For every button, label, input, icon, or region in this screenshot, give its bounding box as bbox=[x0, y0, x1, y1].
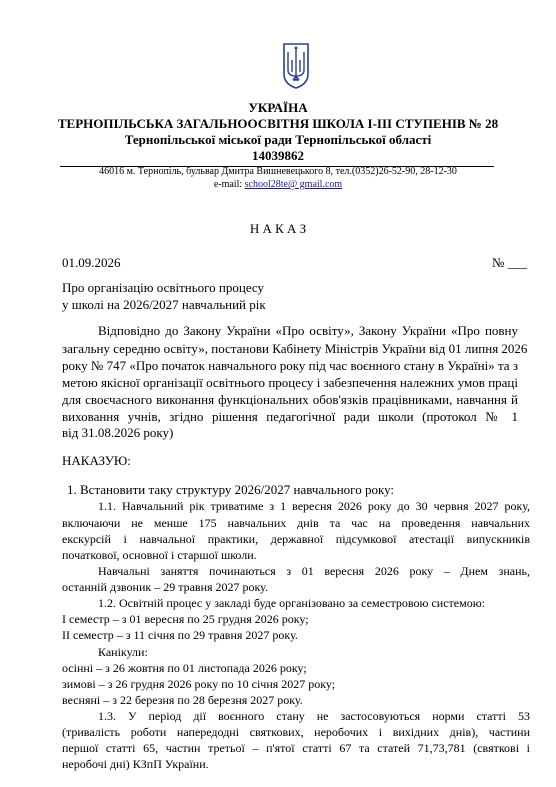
doc-number: № ___ bbox=[492, 255, 528, 270]
item-1-1-line: початкової, основної і старшої школи. bbox=[62, 548, 257, 562]
item-1: 1. Встановити таку структуру 2026/2027 навчального року: bbox=[67, 482, 395, 497]
council-name: Тернопільської міської ради Тернопільської області bbox=[124, 132, 432, 147]
holiday-line: зимові – з 26 грудня 2026 року по 10 січня 2027 року; bbox=[62, 677, 336, 691]
email-label: e-mail: bbox=[213, 179, 245, 190]
item-1-2: 1.2. Освітній процес у закладі буде організовано за семестровою системою: bbox=[98, 596, 485, 610]
school-code: 14039862 bbox=[252, 148, 304, 163]
holiday-line: осінні – з 26 жовтня по 01 листопада 2026 року; bbox=[62, 661, 307, 675]
preamble-line: для своєчасного виконання функціональних обов'язків працівниками, навчання й bbox=[62, 392, 518, 407]
coat-of-arms-icon bbox=[282, 42, 310, 90]
classes-line: Навчальні заняття починаються з 01 вересня 2026 року – Днем знань, bbox=[98, 564, 530, 578]
preamble-line: року № 747 «Про початок навчального року під час воєнного стану в Україні» та з bbox=[62, 358, 518, 373]
preamble-line: Відповідно до Закону України «Про освіту», Закону України «Про повну bbox=[98, 323, 518, 338]
holiday-line: весняні – з 22 березня по 28 березня 2027 року. bbox=[62, 693, 303, 707]
doc-title: Н А К А З bbox=[249, 221, 307, 236]
item-1-1-line: включаючи не менше 175 навчальних днів та час на проведення навчальних bbox=[62, 516, 530, 530]
preamble-line: виховання учнів, згідно рішення педагогічної ради школи (протокол № 1 bbox=[62, 409, 518, 424]
email-link[interactable]: school28te@ gmail.com bbox=[244, 179, 343, 190]
holidays-title: Канікули: bbox=[98, 645, 148, 659]
country-name: УКРАЇНА bbox=[248, 100, 308, 115]
semester-2: ІІ семестр – з 11 січня по 29 травня 2027 року. bbox=[62, 628, 298, 642]
item-1-3-line: неробочі дні) КЗпП України. bbox=[62, 757, 209, 771]
item-1-1-line: екскурсій і навчальної практики, державної підсумкової атестації випускників bbox=[62, 532, 530, 546]
preamble-line: від 31.08.2026 року) bbox=[62, 425, 174, 440]
school-name: ТЕРНОПІЛЬСЬКА ЗАГАЛЬНООСВІТНЯ ШКОЛА І-ІІІ СТУПЕНІВ № 28 bbox=[57, 116, 499, 131]
semester-1: І семестр – з 01 вересня по 25 грудня 2026 року; bbox=[62, 612, 309, 626]
item-1-3-line: 1.3. У період дії воєнного стану не застосовуються норми статті 53 bbox=[98, 709, 530, 723]
school-address: 46016 м. Тернопіль, бульвар Дмитра Вишневецького 8, тел.(0352)26-52-90, 28-12-30 bbox=[99, 166, 457, 177]
item-1-3-line: першої статті 65, частин третьої – п'ятої статті 67 та статей 71,73,781 (святкові і bbox=[62, 741, 530, 755]
item-1-3-line: (тривалість роботи напередодні святкових, неробочих і вихідних днів), частини bbox=[62, 725, 530, 739]
doc-date: 01.09.2026 bbox=[62, 255, 121, 270]
order-word: НАКАЗУЮ: bbox=[62, 453, 131, 468]
classes-line: останній дзвоник – 29 травня 2027 року. bbox=[62, 580, 268, 594]
preamble-line: загальну середню освіту», постанови Кабінету Міністрів України від 01 липня 2026 bbox=[62, 341, 528, 356]
subject-line-1: Про організацію освітнього процесу bbox=[62, 280, 265, 295]
item-1-1-line: 1.1. Навчальний рік триватиме з 1 вересня 2026 року до 30 червня 2027 року, bbox=[98, 499, 530, 513]
subject-line-2: у школі на 2026/2027 навчальний рік bbox=[62, 297, 266, 312]
school-email-line bbox=[0, 179, 556, 190]
preamble-line: метою якісної організації освітнього процесу і забезпечення належних умов праці bbox=[62, 375, 518, 390]
